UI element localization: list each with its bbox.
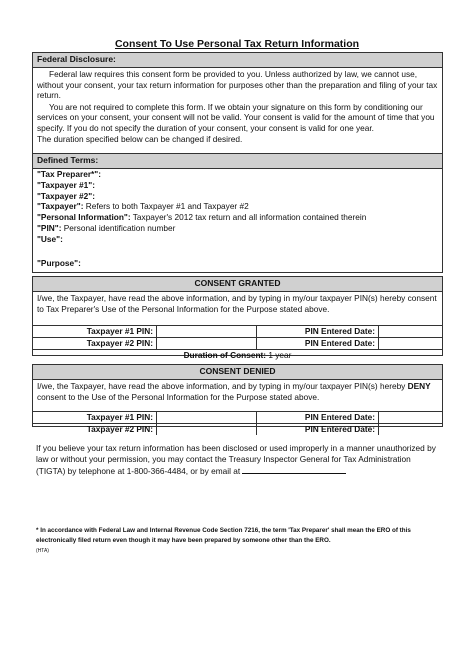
denied-taxpayer-2-row bbox=[33, 423, 442, 435]
consent-denied-text-a: I/we, the Taxpayer, have read the above information, and by typing in my/our taxpayer PIN(s) hereby bbox=[37, 381, 406, 391]
granted-taxpayer-1-pin-field[interactable] bbox=[157, 326, 257, 337]
term-tax-preparer-label: "Tax Preparer*": bbox=[37, 169, 101, 179]
denied-taxpayer-2-pin-label: Taxpayer #2 PIN: bbox=[33, 424, 157, 435]
denied-taxpayer-1-pin-field[interactable] bbox=[157, 412, 257, 423]
denied-taxpayer-1-date-field[interactable] bbox=[379, 412, 442, 423]
hta-mark: (HTA) bbox=[36, 548, 49, 554]
denied-taxpayer-2-date-field[interactable] bbox=[379, 424, 442, 435]
duration-of-consent bbox=[184, 350, 292, 361]
consent-granted-section bbox=[32, 276, 443, 360]
denied-taxpayer-1-row bbox=[33, 411, 442, 423]
consent-denied-deny: DENY bbox=[407, 381, 431, 391]
term-taxpayer-1-label: "Taxpayer #1": bbox=[37, 179, 95, 190]
duration-value[interactable]: 1 year bbox=[266, 350, 292, 360]
granted-taxpayer-2-date-field[interactable] bbox=[379, 338, 442, 349]
page-title: Consent To Use Personal Tax Return Information bbox=[114, 38, 360, 50]
term-personal-information-definition: Taxpayer's 2012 tax return and all information contained therein bbox=[130, 212, 367, 223]
tigta-contact-body: If you believe your tax return information has been disclosed or used improperly in a manner unauthorized by law or without your permission, you may contact the Treasury Inspector General for Tax Administration (TIGTA) by telephone at 1-800-366-4484, or by email at bbox=[36, 443, 436, 476]
term-pin bbox=[33, 223, 442, 234]
term-use-label: "Use": bbox=[37, 233, 63, 244]
consent-granted-header: CONSENT GRANTED bbox=[33, 277, 442, 292]
term-purpose-label: "Purpose": bbox=[37, 257, 81, 268]
term-pin-definition: Personal identification number bbox=[61, 222, 176, 233]
term-taxpayer-1 bbox=[33, 180, 442, 191]
term-tax-preparer bbox=[33, 169, 442, 180]
term-taxpayer-2-label: "Taxpayer #2": bbox=[37, 190, 95, 201]
term-purpose bbox=[33, 258, 442, 269]
federal-paragraph-1: Federal law requires this consent form be provided to you. Unless authorized by law, we cannot use, without your consent, your tax return information for purposes other than the preparation and filing of your tax return. bbox=[37, 69, 438, 101]
granted-taxpayer-1-date-label: PIN Entered Date: bbox=[257, 326, 379, 337]
term-taxpayer-label: "Taxpayer": bbox=[37, 201, 84, 212]
term-taxpayer bbox=[33, 201, 442, 212]
consent-denied-text bbox=[33, 380, 442, 405]
term-use bbox=[33, 234, 442, 245]
granted-taxpayer-2-row bbox=[33, 337, 442, 349]
federal-paragraph-3: The duration specified below can be changed if desired. bbox=[37, 133, 243, 144]
federal-disclosure-header: Federal Disclosure: bbox=[33, 53, 442, 68]
consent-denied-text-b: consent to the Use of the Personal Information for the Purpose stated above. bbox=[37, 391, 320, 402]
granted-taxpayer-2-pin-field[interactable] bbox=[157, 338, 257, 349]
granted-taxpayer-1-row bbox=[33, 325, 442, 337]
denied-taxpayer-2-pin-field[interactable] bbox=[157, 424, 257, 435]
term-taxpayer-2 bbox=[33, 191, 442, 202]
granted-taxpayer-1-date-field[interactable] bbox=[379, 326, 442, 337]
term-personal-information-label: "Personal Information": bbox=[37, 212, 131, 223]
consent-granted-text: I/we, the Taxpayer, have read the above information, and by typing in my/our taxpayer PIN(s) hereby consent to Tax Preparer's Use of the Personal Information for the Purpose stated above. bbox=[37, 293, 437, 314]
federal-paragraph-2: You are not required to complete this form. If we obtain your signature on this form by conditioning our services on your consent, your consent will not be valid. Your consent is valid for the amount of time that you specify. If you do not specify the duration of your consent, your consent is valid for one year. bbox=[37, 101, 435, 133]
email-underline-field[interactable] bbox=[242, 465, 346, 474]
defined-terms-section bbox=[32, 153, 443, 273]
granted-taxpayer-2-date-label: PIN Entered Date: bbox=[257, 338, 379, 349]
duration-row bbox=[33, 349, 442, 361]
term-pin-label: "PIN": bbox=[37, 222, 62, 233]
tax-preparer-footnote: * In accordance with Federal Law and Internal Revenue Code Section 7216, the term 'Tax Preparer' shall mean the ERO of this electronically filed return even though it may have been prepared by someone other than the ERO. bbox=[36, 527, 411, 544]
term-personal-information bbox=[33, 212, 442, 223]
denied-taxpayer-1-date-label: PIN Entered Date: bbox=[257, 412, 379, 423]
granted-taxpayer-1-pin-label: Taxpayer #1 PIN: bbox=[33, 326, 157, 337]
tigta-contact-text bbox=[36, 443, 440, 476]
duration-label: Duration of Consent: bbox=[183, 350, 267, 360]
federal-disclosure-section bbox=[32, 52, 443, 154]
denied-taxpayer-1-pin-label: Taxpayer #1 PIN: bbox=[33, 412, 157, 423]
denied-taxpayer-2-date-label: PIN Entered Date: bbox=[257, 424, 379, 435]
consent-denied-title: CONSENT DENIED bbox=[33, 365, 442, 380]
consent-denied-section bbox=[32, 364, 443, 434]
granted-taxpayer-2-pin-label: Taxpayer #2 PIN: bbox=[33, 338, 157, 349]
term-taxpayer-definition: Refers to both Taxpayer #1 and Taxpayer #2 bbox=[83, 201, 249, 212]
defined-terms-header: Defined Terms: bbox=[33, 154, 442, 169]
